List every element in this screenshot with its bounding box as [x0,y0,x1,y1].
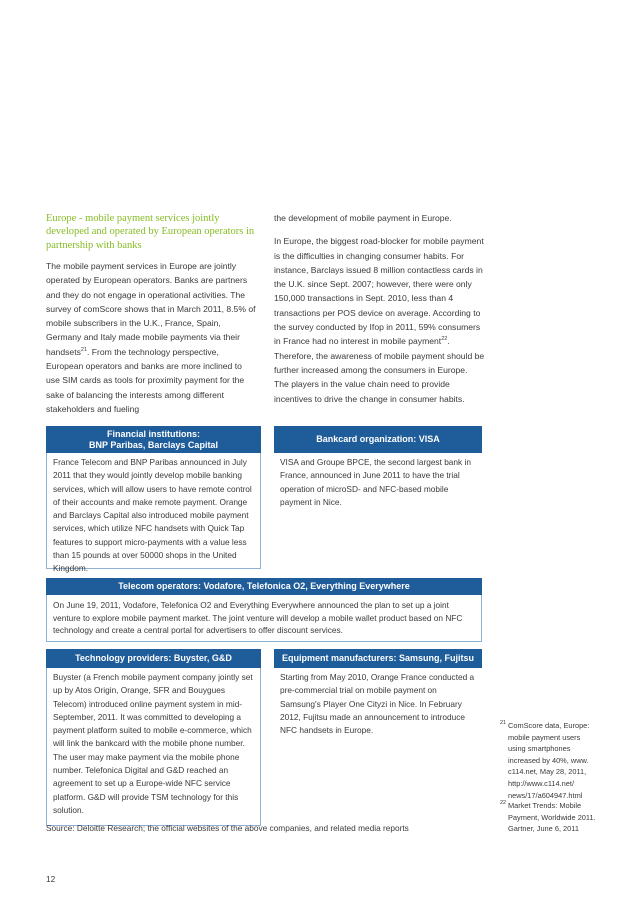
footnote-21-text: ComScore data, Europe: mobile payment users using smartphones increased by 40%, www. c114.net, May 28, 2011, http://www.c114.net/ news/17/a604947.html [508,721,590,800]
bankcard-box-header [274,426,482,453]
right-paragraph-2 [274,234,486,377]
technology-box-body: Buyster (a French mobile payment company jointly set up by Atos Origin, Orange, SFR and Bouygues Telecom) introduced online payment system in mid-September, 2011. It was committed to developing a payment platform suited to mobile e-commerce, which will link the bankcard with the mobile phone number. The user may make payment via the mobile phone number. Telefonica Digital and G&D reached an agreement to set up a Europe-wide NFC service platform. G&D will provide TSM technology for this solution. [46,668,261,826]
left-column-text [46,259,258,416]
right-column-text [274,211,486,406]
left-paragraph-part1: The mobile payment services in Europe are jointly operated by European operators. Banks are partners and they do not engage in operational activities. The survey of comScore shows that in March 2011, 8.5% of mobile subscribers in the U.K., France, Spain, Germany and Italy made mobile payments via their handsets [46,261,256,357]
equipment-box-header [274,649,482,668]
left-paragraph-part2: . From the technology perspective, European operators and banks are more inclined to use SIM cards as tools for proximity payment for the sake of balancing the interests among different stakeholders and fueling [46,346,245,414]
financial-institutions-box [46,426,261,574]
footnote-ref-21[interactable]: 21 [80,346,88,353]
footnote-ref-22[interactable]: 22 [441,336,448,343]
right-paragraph-1: the development of mobile payment in Europe. [274,213,452,223]
financial-box-body: France Telecom and BNP Paribas announced in July 2011 that they would jointly develop mobile banking services, which will allow users to have remote control of their accounts and make remote payment. Orange and Barclays Capital also introduced mobile payment services, which utilize NFC handsets with Quick Tap features to support micro-payments with a value less than 15 pounds at over 50000 shops in the United Kingdom. [46,453,261,569]
technology-box-title: Technology providers: Buyster, G&D [75,653,232,663]
technology-providers-box [46,649,261,826]
equipment-manufacturers-box [274,649,482,826]
financial-box-title-line1: Financial institutions: [106,428,200,439]
footnote-22-text: Market Trends: Mobile Payment, Worldwide 2011. Gartner, June 6, 2011 [508,801,596,834]
page-number: 12 [46,874,56,884]
telecom-operators-box [46,578,482,642]
footnote-21: 21 ComScore data, Europe: mobile payment users using smartphones increased by 40%, www. c114.net, May 28, 2011, http://www.c114.net/ news/17/a604947.html [500,720,600,801]
equipment-box-title: Equipment manufacturers: Samsung, Fujitsu [281,653,475,663]
financial-box-header [46,426,261,453]
bankcard-organization-box [274,426,482,569]
section-heading: Europe - mobile payment services jointly developed and operated by European operators in partnership with banks [46,213,255,251]
bankcard-box-body: VISA and Groupe BPCE, the second largest bank in France, announced in June 2011 to have the trial operation of microSD- and NFC-based mobile payment in Nice. [280,457,471,507]
bankcard-box-title: Bankcard organization: VISA [316,434,440,444]
footnote-22: 22 Market Trends: Mobile Payment, Worldwide 2011. Gartner, June 6, 2011 [500,800,600,835]
financial-box-title-line2: BNP Paribas, Barclays Capital [89,439,218,450]
right-paragraph-2-part2: . Therefore, the awareness of mobile payment should be further increased among the consumers in Europe. [274,336,485,375]
right-paragraph-3: The players in the value chain need to provide incentives to drive the change in consumer habits. [274,379,465,404]
telecom-box-title: Telecom operators: Vodafore, Telefonica O2, Everything Everywhere [118,581,410,591]
equipment-box-body: Starting from May 2010, Orange France conducted a pre-commercial trial on mobile payment on Samsung's Player One Cityzi in Nice. In February 2012, Fujitsu made an announcement to introduce NFC handsets in Europe. [280,672,475,736]
telecom-box-body: On June 19, 2011, Vodafore, Telefonica O2 and Everything Everywhere announced the plan to set up a joint venture to explore mobile payment market. The joint venture will develop a mobile wallet product based on NFC technology and create a central portal for advertisers to offer discount services. [46,595,482,642]
telecom-box-header [46,578,482,595]
right-paragraph-2-part1: In Europe, the biggest road-blocker for mobile payment is the difficulties in changing consumer habits. For instance, Barclays issued 8 million contactless cards in the U.K. since Sept. 2007; however, there were only 150,000 transactions in Sept. 2010, less than 4 transactions per POS device on average. According to the survey conducted by Ifop in 2011, 59% consumers in France had no interest in mobile payment [274,236,484,347]
source-note: Source: Deloitte Research; the official websites of the above companies, and related media reports [46,823,409,833]
technology-box-header [46,649,261,668]
